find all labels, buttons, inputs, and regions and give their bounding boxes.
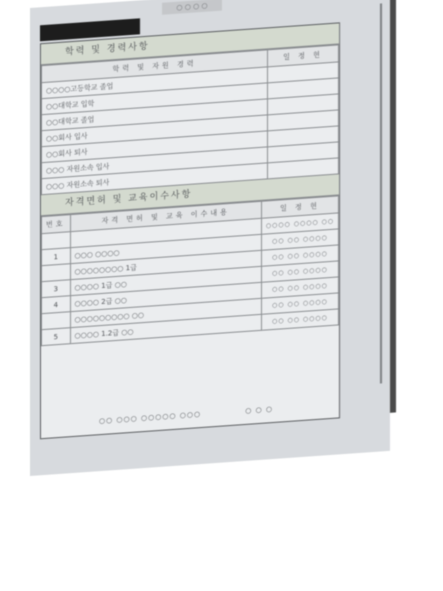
license-no: 5 [42,328,71,346]
education-col-item: 학력 및 자원 경력 [42,50,268,83]
license-item: ○○○○○○○○ 1급 [70,250,261,279]
license-no: 1 [42,248,71,266]
paper-edge-shadow [390,0,396,413]
license-item: ○○○○ 1.2급 ○○ [70,314,261,343]
paper-edge-line [380,3,382,383]
license-item: ○○○ ○○○○ [70,234,261,263]
license-no: 3 [42,280,71,298]
license-item: ○○○○○○○○○ ○○ [70,298,261,327]
resume-form [40,22,340,439]
education-item: ○○회사 퇴사 [42,131,268,163]
license-col-date: 일 정 현 [261,196,338,218]
license-item: ○○○○ 1급 ○○ [70,266,261,295]
license-date: ○○ ○○ ○○○○ [261,293,338,314]
top-stub-label: ○ ○ ○ ○ [162,0,222,15]
education-item: ○○대학교 입학 [42,83,268,115]
license-detail-header: ○○○○ ○○○○ ○○ [261,213,338,234]
license-table [41,195,339,346]
education-item: ○○회사 입사 [42,115,268,147]
license-item: ○○○○ 2급 ○○ [70,282,261,311]
paper-sheet [30,0,390,476]
education-item: ○○○ 자원소속 퇴사 [42,163,268,195]
section2-title: 자격면허 및 교육이수사항 [41,174,339,216]
education-table [41,44,339,195]
license-date: ○○ ○○ ○○○○ [261,229,338,250]
license-date: ○○ ○○ ○○○○ [261,261,338,282]
license-col-item: 자격 면허 및 교육 이수내용 [70,201,261,231]
license-col-no: 번호 [42,215,71,234]
footer-statement: ○○ ○○○ ○○○○○ ○○○ [99,410,202,426]
form-footer [41,391,339,438]
license-no: 4 [42,296,71,314]
section1-title: 학력 및 경력사항 [41,23,339,65]
education-col-date: 일 정 현 [268,45,339,67]
education-item: ○○대학교 졸업 [42,99,268,131]
footer-signature: ○ ○ ○ [245,405,273,415]
license-date: ○○ ○○ ○○○○ [261,277,338,298]
license-date: ○○ ○○ ○○○○ [261,245,338,266]
education-item: ○○○ 자원소속 입사 [42,147,268,179]
license-date: ○○ ○○ ○○○○ [261,309,338,330]
education-item: ○○○○고등학교 졸업 [42,67,268,99]
